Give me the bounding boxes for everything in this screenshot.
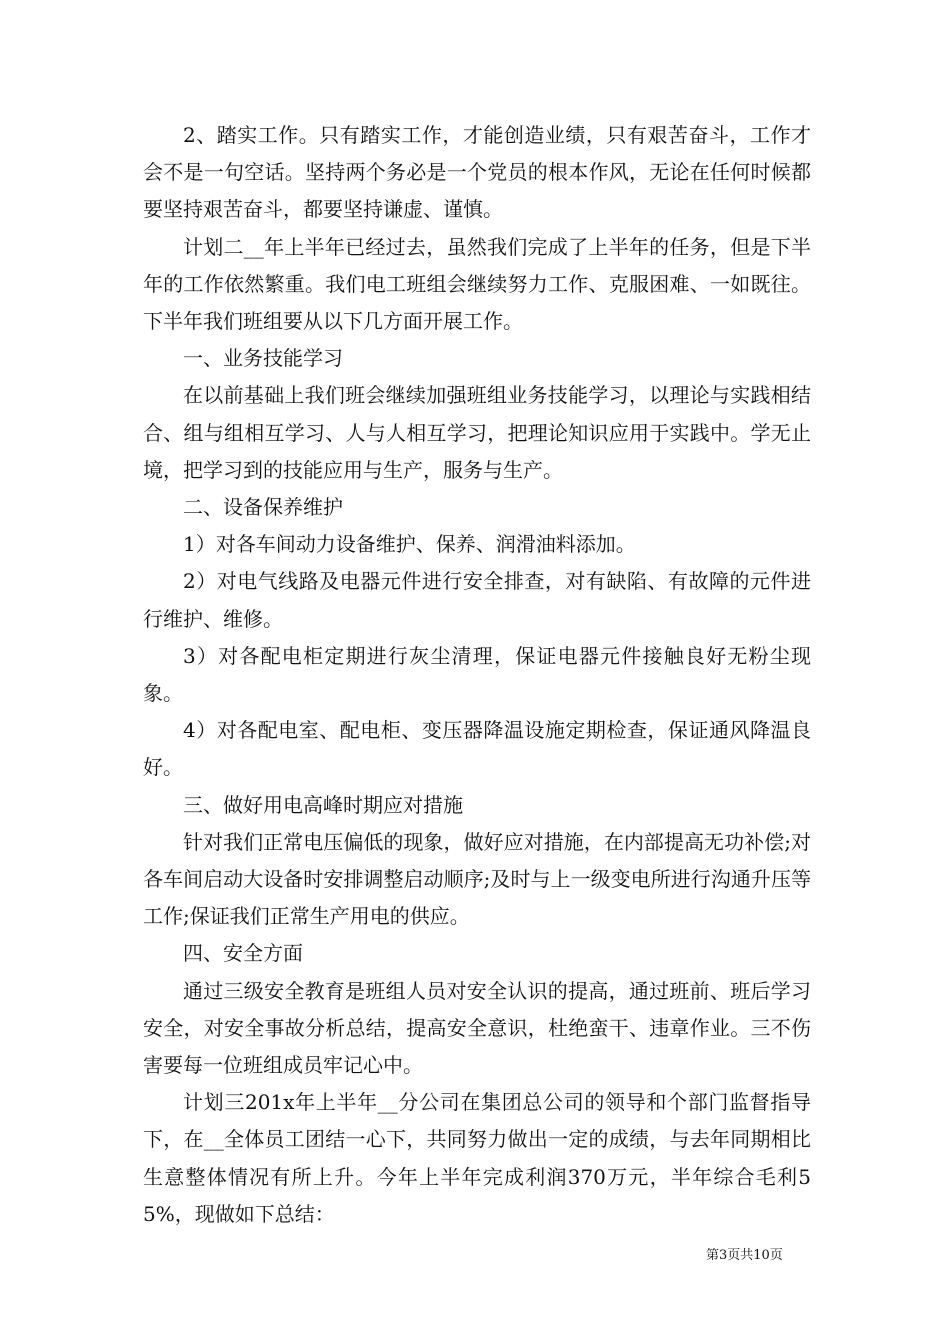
body-text <box>143 117 811 1233</box>
page-number: 第3页共10页 <box>706 1248 783 1263</box>
paragraph-peak-load: 针对我们正常电压偏低的现象，做好应对措施，在内部提高无功补偿;对各车间启动大设备时安排调整启动顺序;及时与上一级变电所进行沟通升压等工作;保证我们正常生产用电的供应。 <box>143 829 811 929</box>
list-item-maintenance-4: 4）对各配电室、配电柜、变压器降温设施定期检查，保证通风降温良好。 <box>143 718 811 780</box>
section-heading-maintenance: 二、设备保养维护 <box>183 495 343 520</box>
list-item-maintenance-3: 3）对各配电柜定期进行灰尘清理，保证电器元件接触良好无粉尘现象。 <box>143 643 811 706</box>
section-heading-skills: 一、业务技能学习 <box>183 346 343 371</box>
section-heading-peak-load: 三、做好用电高峰时期应对措施 <box>183 792 463 817</box>
paragraph-plan-three-intro: 计划三201x年上半年__分公司在集团总公司的领导和个部门监督指导下，在__全体员工团结一心下，共同努力做出一定的成绩，与去年同期相比生意整体情况有所上升。今年上半年完成利润370万元，半年综合毛利55%，现做如下总结： <box>143 1090 811 1226</box>
list-item-maintenance-1: 1）对各车间动力设备维护、保养、润滑油料添加。 <box>183 532 636 557</box>
paragraph-skills: 在以前基础上我们班会继续加强班组业务技能学习，以理论与实践相结合、组与组相互学习、人与人相互学习，把理论知识应用于实践中。学无止境，把学习到的技能应用与生产，服务与生产。 <box>143 383 811 482</box>
paragraph-item-2-work-practice: 2、踏实工作。只有踏实工作，才能创造业绩，只有艰苦奋斗，工作才会不是一句空话。坚持两个务必是一个党员的根本作风，无论在任何时候都要坚持艰苦奋斗，都要坚持谦虚、谨慎。 <box>143 123 811 222</box>
list-item-maintenance-2: 2）对电气线路及电器元件进行安全排查，对有缺陷、有故障的元件进行维护、维修。 <box>143 569 811 631</box>
paragraph-plan-two-intro: 计划二__年上半年已经过去，虽然我们完成了上半年的任务，但是下半年的工作依然繁重。我们电工班组会继续努力工作、克服困难、一如既往。下半年我们班组要从以下几方面开展工作。 <box>143 234 811 334</box>
paragraph-safety: 通过三级安全教育是班组人员对安全认识的提高，通过班前、班后学习安全，对安全事故分析总结，提高安全意识，杜绝蛮干、违章作业。三不伤害要每一位班组成员牢记心中。 <box>143 978 811 1078</box>
section-heading-safety: 四、安全方面 <box>183 941 303 966</box>
